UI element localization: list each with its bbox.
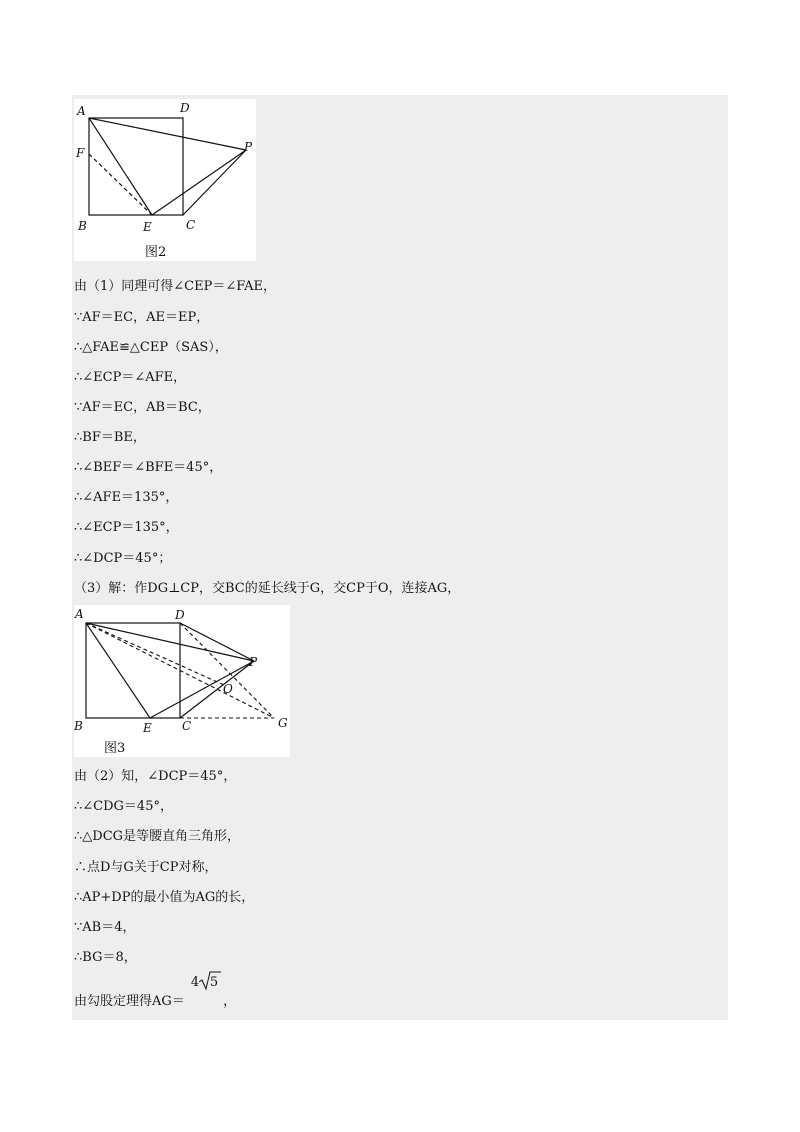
text-line-8: ∴∠AFE＝135°，: [74, 490, 179, 505]
label-g: G: [278, 716, 288, 730]
sqrt-coefficient: 4: [190, 975, 200, 990]
sqrt-expression: [189, 975, 219, 1005]
text-line-4: ∴∠ECP＝∠AFE，: [74, 370, 187, 385]
text-line-15: ∴点D与G关于CP对称，: [74, 860, 218, 875]
final-line-suffix: ，: [223, 994, 237, 1009]
label-p: P: [244, 140, 253, 154]
text-line-13: ∴∠CDG＝45°，: [74, 799, 173, 814]
segment-cp: [183, 150, 246, 215]
label-d: D: [180, 101, 190, 115]
text-line-11: （3）解：作DG⊥CP，交BC的延长线于G，交CP于O，连接AG，: [74, 581, 461, 596]
segment-fe: [89, 154, 152, 215]
label-e: E: [143, 220, 152, 234]
label-b: B: [78, 219, 87, 233]
text-line-3: ∴△FAE≌△CEP（SAS），: [74, 340, 228, 355]
text-line-14: ∴△DCG是等腰直角三角形，: [74, 829, 241, 844]
square-abcd: [89, 118, 183, 215]
label-f: F: [76, 146, 85, 160]
segment-dp: [180, 623, 254, 661]
label-c: C: [182, 719, 192, 733]
label-o: O: [223, 682, 233, 696]
segment-ep: [152, 150, 246, 215]
figure-3: [74, 605, 290, 757]
text-line-9: ∴∠ECP＝135°，: [74, 520, 179, 535]
segment-ae: [89, 118, 152, 215]
text-line-19: [74, 975, 237, 1010]
text-line-7: ∴∠BEF＝∠BFE＝45°，: [74, 460, 223, 475]
segment-ap: [89, 118, 246, 150]
figure-2: [74, 99, 256, 261]
figure-2-diagram: [74, 99, 256, 261]
segment-cp: [180, 661, 254, 718]
text-line-5: ∵AF＝EC，AB＝BC，: [74, 400, 211, 415]
text-line-6: ∴BF＝BE，: [74, 430, 146, 445]
square-abcd: [86, 623, 180, 718]
label-c: C: [186, 218, 196, 232]
text-line-1: 由（1）同理可得∠CEP＝∠FAE，: [74, 279, 277, 294]
text-line-2: ∵AF＝EC，AE＝EP，: [74, 310, 210, 325]
final-line-text: 由勾股定理得AG＝: [74, 994, 185, 1009]
figure-3-caption: 图3: [104, 741, 126, 756]
label-a: A: [77, 104, 86, 118]
sqrt-radicand: 5: [209, 975, 219, 990]
text-line-10: ∴∠DCP＝45°；: [74, 551, 172, 566]
segment-dg: [180, 623, 274, 718]
label-a: A: [75, 607, 84, 621]
segment-ap: [86, 623, 254, 661]
text-line-16: ∴AP+DP的最小值为AG的长，: [74, 890, 255, 905]
figure-3-diagram: [74, 605, 290, 757]
label-e: E: [143, 721, 152, 735]
text-line-12: 由（2）知，∠DCP＝45°，: [74, 769, 237, 784]
label-d: D: [175, 608, 185, 622]
label-p: P: [249, 655, 258, 669]
text-line-17: ∵AB＝4，: [74, 920, 136, 935]
segment-ep: [150, 661, 254, 718]
figure-2-caption: 图2: [145, 245, 167, 260]
label-b: B: [74, 719, 83, 733]
text-line-18: ∴BG＝8，: [74, 950, 137, 965]
